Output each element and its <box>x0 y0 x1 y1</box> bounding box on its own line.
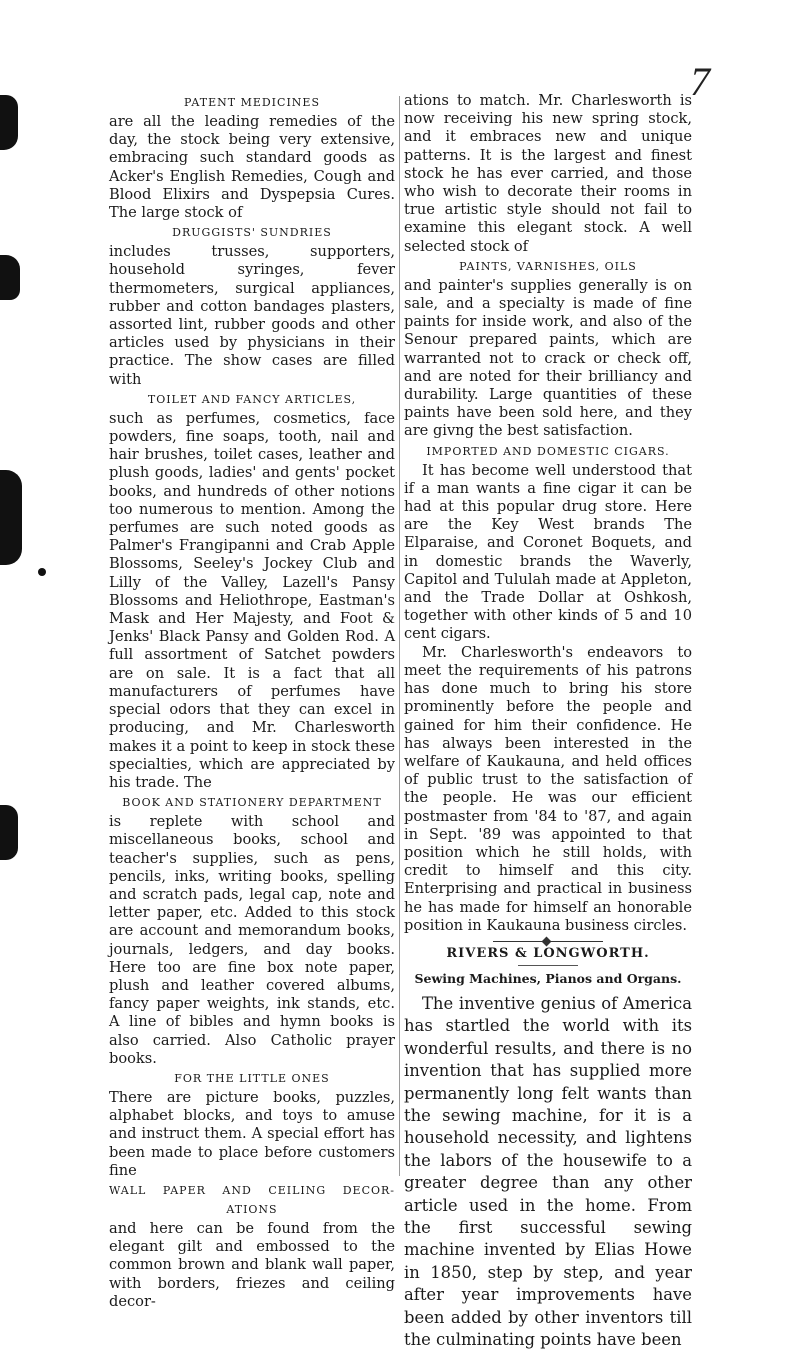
little-ones-heading: FOR THE LITTLE ONES <box>174 1071 330 1085</box>
section-divider <box>493 941 603 942</box>
binding-blot-3 <box>0 470 22 565</box>
binding-blot-2 <box>0 255 20 300</box>
little-ones-paragraph: There are picture books, puzzles, alphabet blocks, and toys to amuse and instruct them. A special effort has been made to place before customers fine <box>109 1088 395 1179</box>
binding-blot-4 <box>38 568 46 576</box>
column-rule <box>399 96 400 1176</box>
cigars-paragraph: It has become well understood that if a man wants a fine cigar it can be had at this popular drug store. Here are the Key West brands The Elparaise, and Coronet Boquets, and in domestic brands the Waverly, Capitol and Tululah made at Appleton, and the Trade Dollar at Oshkosh, together with other kinds of 5 and 10 cent cigars. <box>404 461 692 643</box>
druggists-sundries-paragraph: includes trusses, supporters, household syringes, fever thermometers, surgical appliances, rubber and cotton bandages plasters, assorted lint, rubber goods and other articles used by physicians in their practice. The show cases are filled with <box>109 243 395 388</box>
book-stationery-paragraph: is replete with school and miscellaneous books, school and teacher's supplies, such as pens, pencils, inks, writing books, spelling and scratch pads, legal cap, note and letter paper, etc. Added to this stock are account and memorandum books, journals, ledgers, and day books. Here too are fine box note paper, plush and leather covered albums, fancy paper weights, ink stands, etc. A line of bibles and hymn books is also carried. Also Catholic prayer books. <box>109 813 395 1067</box>
toilet-articles-paragraph: such as perfumes, cosmetics, face powders, fine soaps, tooth, nail and hair brushes, toilet cases, leather and plush goods, ladies' and gents' pocket books, and hundreds of other notions too numerous to mention. Among the perfumes are such noted goods as Palmer's Frangipanni and Crab Apple Blossoms, Seeley's Jockey Club and Lilly of the Valley, Lazell's Pansy Blossoms and Heliothrope, Eastman's Mask and Her Majesty, and Foot & Jenks' Black Pansy and Golden Rod. A full assortment of Satchet powders are on sale. It is a fact that all manufacturers of perfumes have special odors that they can excel in producing, and Mr. Charlesworth makes it a point to keep in stock these specialties, which are appreciated by his trade. The <box>109 409 395 791</box>
paints-heading: PAINTS, VARNISHES, OILS <box>459 259 637 273</box>
left-column <box>109 92 395 1311</box>
title-underline <box>518 965 578 966</box>
wall-paper-paragraph: and here can be found from the elegant gilt and embossed to the common brown and blank wall paper, with borders, friezes and ceiling decor- <box>109 1219 395 1310</box>
toilet-articles-heading: TOILET AND FANCY ARTICLES, <box>147 392 357 406</box>
rivers-longworth-subtitle: Sewing Machines, Pianos and Organs. <box>414 970 682 986</box>
patent-medicines-paragraph: are all the leading remedies of the day, the stock being very extensive, embracing such standard goods as Acker's English Remedies, Cough and Blood Elixirs and Dyspepsia Cures. The large stock of <box>109 113 395 222</box>
patent-medicines-heading: PATENT MEDICINES <box>184 96 320 109</box>
page-number: 7 <box>690 59 710 104</box>
binding-blot-5 <box>0 805 18 860</box>
right-column <box>404 92 692 1351</box>
sewing-machines-paragraph: The inventive genius of America has startled the world with its wonderful results, and there is no invention that has supplied more permanently long felt wants than the sewing machine, for it is a household necessity, and lightens the labors of the housewife to a greater degree than any other article used in the home. From the first successful sewing machine invented by Elias Howe in 1850, step by step, and year after year improvements have been added by other inventors till the culminating points have been <box>404 993 692 1350</box>
wall-paper-heading: WALL PAPER AND CEILING DECOR- <box>109 1183 395 1197</box>
wall-paper-heading-continued: ATIONS <box>226 1202 278 1216</box>
book-stationery-heading: BOOK AND STATIONERY DEPARTMENT <box>122 796 382 810</box>
endeavors-paragraph: Mr. Charlesworth's endeavors to meet the requirements of his patrons has done much to bring his store prominently before the people and gained for him their confidence. He has always been interested in the welfare of Kaukauna, and held offices of public trust to the satisfaction of the people. He was our efficient postmaster from '84 to '87, and again in Sept. '89 was appointed to that position which he still holds, with credit to himself and this city. Enterprising and practical in business he has made for himself an honorable position in Kaukauna business circles. <box>404 643 692 934</box>
cigars-heading: IMPORTED AND DOMESTIC CIGARS. <box>426 444 670 458</box>
paints-paragraph: and painter's supplies generally is on sale, and a specialty is made of fine paints for inside work, and also of the Senour prepared paints, which are warranted not to crack or check off, and are noted for their brilliancy and durability. Large quantities of these paints have been sold here, and they are givng the best satisfaction. <box>404 276 692 440</box>
rivers-longworth-title: RIVERS & LONGWORTH. <box>446 945 650 961</box>
druggists-sundries-heading: DRUGGISTS' SUNDRIES <box>172 226 332 240</box>
wall-paper-continued-paragraph: ations to match. Mr. Charlesworth is now receiving his new spring stock, and it embraces new and unique patterns. It is the largest and finest stock he has ever carried, and those who wish to decorate their rooms in true artistic style should not fail to examine this elegant stock. A well selected stock of <box>404 92 692 255</box>
binding-blot-1 <box>0 95 18 150</box>
